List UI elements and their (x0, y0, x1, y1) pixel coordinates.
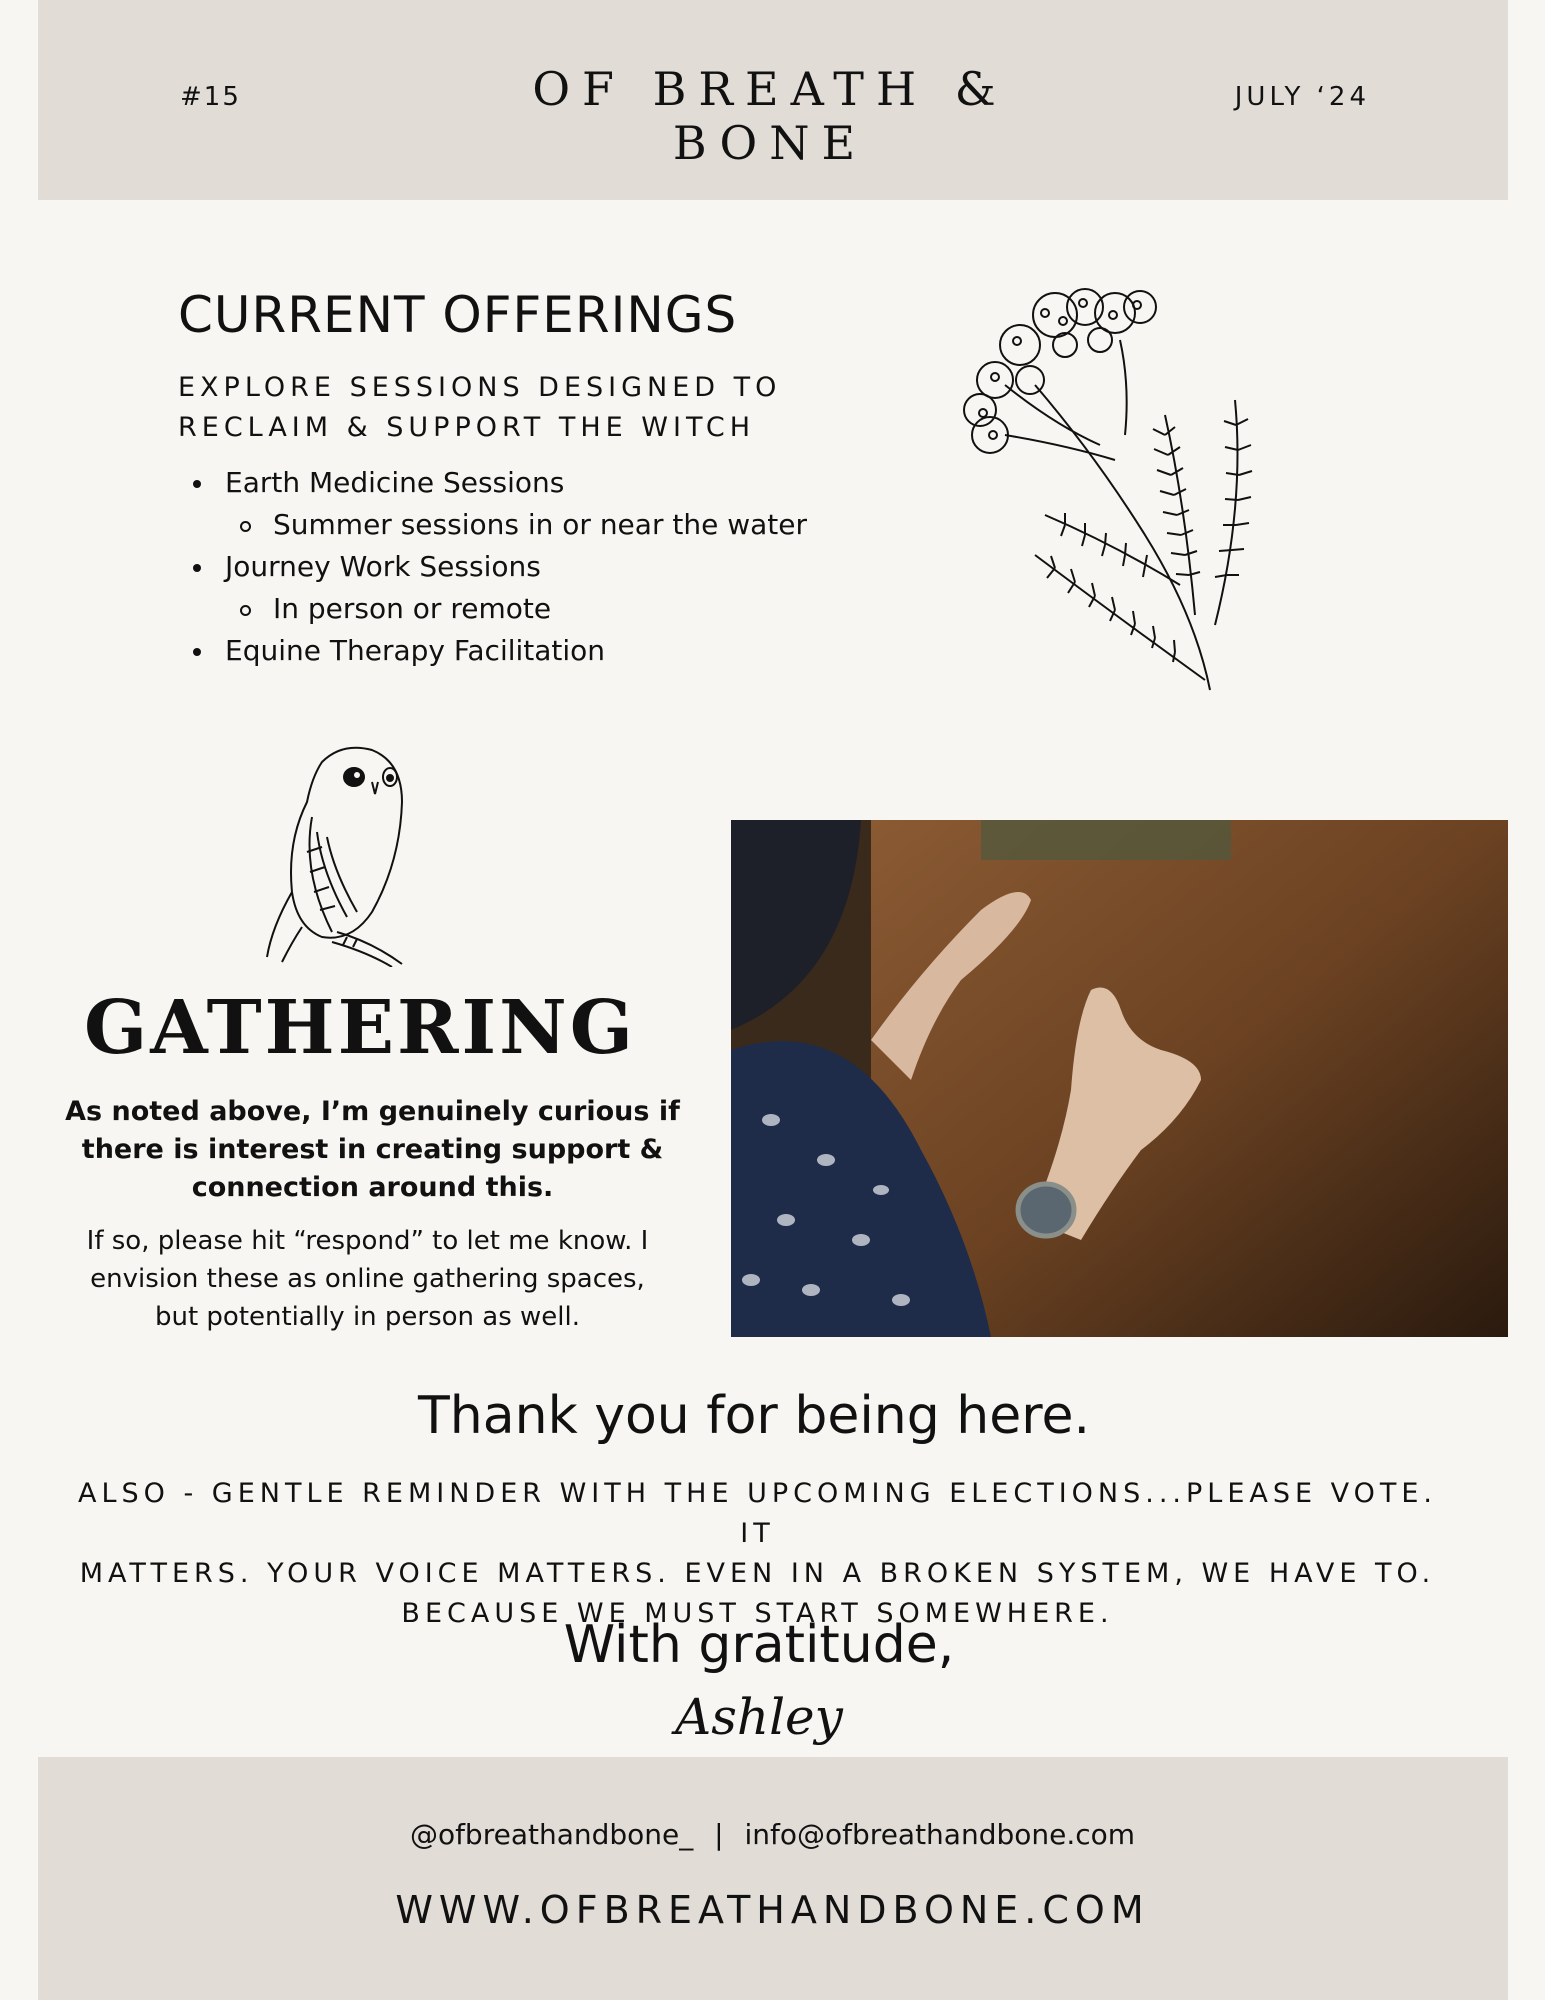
email-link[interactable]: info@ofbreathandbone.com (744, 1818, 1136, 1851)
offering-item: Journey Work Sessions (178, 546, 807, 588)
election-reminder (55, 1474, 1460, 1634)
issue-number: #15 (180, 82, 241, 112)
gathering-body (55, 1222, 680, 1336)
social-handle-link[interactable]: @ofbreathandbone_ (409, 1818, 694, 1851)
footer-band (38, 1757, 1508, 2000)
yarrow-illustration (945, 285, 1290, 700)
offerings-subtitle-line: RECLAIM & SUPPORT THE WITCH (178, 412, 756, 443)
gathering-lead-line: As noted above, I’m genuinely curious if (65, 1096, 680, 1127)
owl-illustration (262, 742, 422, 967)
gathering-title: GATHERING (84, 985, 636, 1071)
website-link[interactable]: WWW.OFBREATHANDBONE.COM (395, 1888, 1150, 1932)
election-reminder-line: ALSO - GENTLE REMINDER WITH THE UPCOMING ELECTIONS...PLEASE VOTE. IT (77, 1478, 1438, 1549)
offerings-title: CURRENT OFFERINGS (178, 286, 738, 344)
offerings-list (178, 462, 807, 672)
offering-item: Equine Therapy Facilitation (178, 630, 807, 672)
contact-line (0, 1818, 1545, 1851)
gathering-body-line: envision these as online gathering spaces, (90, 1264, 645, 1294)
offering-subitem: In person or remote (178, 588, 807, 630)
offerings-subtitle (178, 368, 878, 448)
contact-separator: | (714, 1818, 724, 1851)
bracelet-shape (1018, 1184, 1074, 1236)
offering-item: Earth Medicine Sessions (178, 462, 807, 504)
offerings-subtitle-line: EXPLORE SESSIONS DESIGNED TO (178, 372, 782, 403)
offering-subitem: Summer sessions in or near the water (178, 504, 807, 546)
election-reminder-line: MATTERS. YOUR VOICE MATTERS. EVEN IN A BROKEN SYSTEM, WE HAVE TO. (79, 1558, 1436, 1589)
election-reminder-line: BECAUSE WE MUST START SOMEWHERE. (401, 1598, 1114, 1629)
gathering-lead-line: there is interest in creating support & (81, 1134, 664, 1165)
horse-photo (731, 820, 1508, 1337)
yarrow-fern-leaf-icon (1035, 400, 1252, 680)
yarrow-flower-head-icon (964, 289, 1156, 453)
gathering-lead-line: connection around this. (191, 1172, 554, 1203)
sign-off: With gratitude, (563, 1615, 955, 1675)
gathering-body-line: but potentially in person as well. (154, 1302, 581, 1332)
thank-you-heading: Thank you for being here. (418, 1386, 1090, 1446)
gathering-body-line: If so, please hit “respond” to let me know. I (86, 1226, 649, 1256)
gathering-lead (55, 1093, 690, 1207)
issue-date: JULY ‘24 (1234, 82, 1370, 112)
masthead-title: OF BREATH & BONE (532, 62, 1008, 170)
signature: Ashley (675, 1688, 843, 1746)
